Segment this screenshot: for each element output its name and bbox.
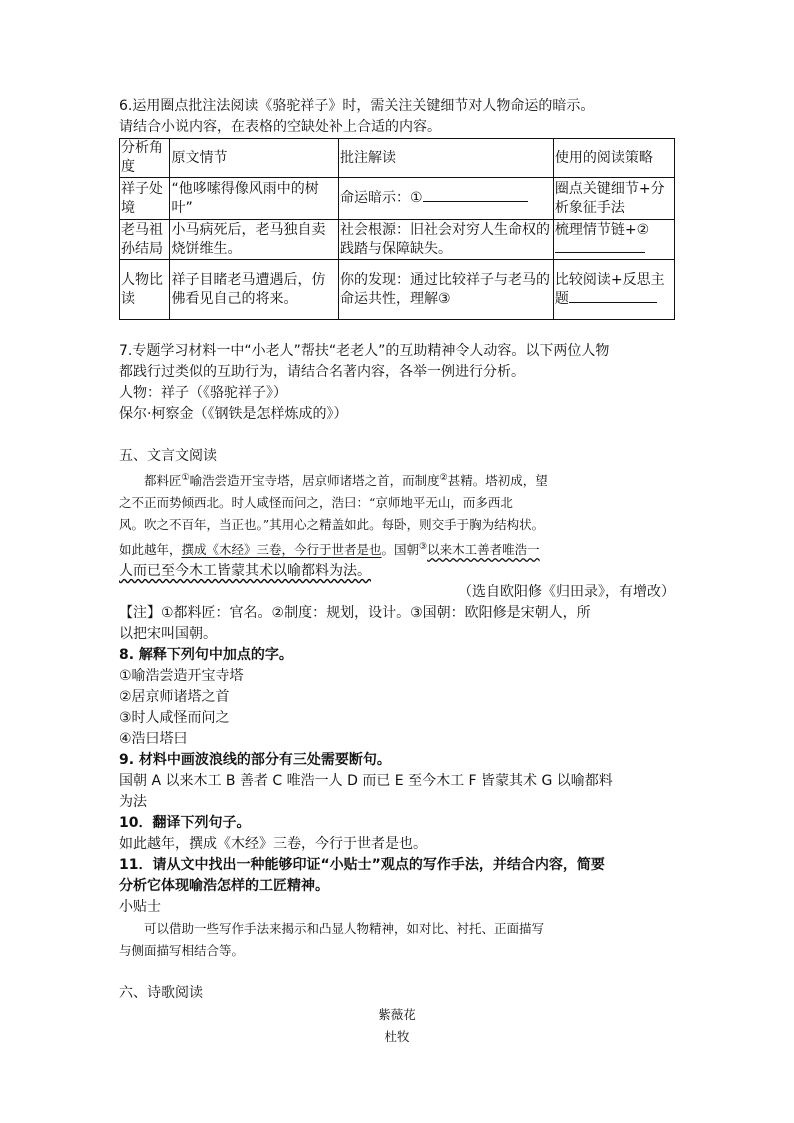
table-row	[120, 260, 675, 320]
poem-title: 紫薇花	[378, 1007, 416, 1023]
table-header: 使用的阅读策略	[553, 139, 674, 178]
q8-item: ④浩曰塔曰	[119, 731, 188, 748]
tip-line2: 与侧面描写相结合等。	[119, 943, 245, 959]
footnote-marker: ②	[439, 473, 448, 483]
section6-heading: 六、诗歌阅读	[119, 985, 203, 1002]
table-header: 原文情节	[170, 139, 339, 178]
wavy-underlined-text: 以来木工善者唯浩一	[427, 542, 540, 558]
table-cell	[553, 260, 674, 320]
table-cell-text: 梳理情节链+②	[554, 221, 650, 238]
q6-line2: 请结合小说内容，在表格的空缺处补上合适的内容。	[119, 119, 441, 135]
q6-table	[119, 138, 675, 320]
q10-title: 10．翻译下列句子。	[119, 815, 251, 832]
table-cell-text: 命运暗示：①	[339, 190, 423, 206]
answer-blank-2[interactable]	[555, 252, 645, 253]
section5-heading: 五、文言文阅读	[119, 448, 217, 464]
q7-line2: 都践行过类似的互助行为，请结合名著内容，各举一例进行分析。	[119, 364, 525, 380]
q9-title: 9. 材料中画波浪线的部分有三处需要断句。	[119, 752, 391, 769]
spacer	[119, 425, 675, 446]
q6-line1: 6.运用圈点批注法阅读《骆驼祥子》时，需关注关键细节对人物命运的暗示。	[119, 98, 595, 114]
table-cell	[553, 220, 674, 260]
classical-text-line5	[119, 561, 675, 582]
table-cell-text: 比较阅读+反思主题	[554, 271, 665, 307]
classical-text-line3: 风。吹之不百年，当正也。”其用心之精盖如此。每卧，则交手于胸为结构状。	[119, 517, 545, 533]
table-cell: 老马祖孙结局	[120, 220, 170, 260]
table-row	[120, 178, 675, 220]
q10-sentence: 如此越年，撰成《木经》三卷，今行于世者是也。	[119, 836, 427, 853]
spacer	[119, 962, 675, 983]
classical-text-line2: 之不正而势倾西北。时人咸怪而问之，浩曰：“京师地平无山，而多西北	[119, 495, 513, 511]
q11-line2: 分析它体现喻浩怎样的工匠精神。	[119, 878, 329, 895]
table-cell: 圈点关键细节+分析象征手法	[553, 178, 674, 220]
wavy-underlined-text: 人而已至今木工皆蒙其术以喻都料为法。	[119, 563, 371, 580]
q9-line2: 为法	[119, 794, 147, 811]
q8-title: 8. 解释下列句中加点的字。	[119, 647, 293, 664]
table-cell: 人物比读	[120, 260, 170, 320]
table-cell: 祥子处境	[120, 178, 170, 220]
q7-line1: 7.专题学习材料一中“小老人”帮扶“老老人”的互助精神令人动容。以下两位人物	[119, 343, 610, 359]
table-cell: 你的发现：通过比较祥子与老马的命运共性，理解③	[338, 260, 553, 320]
q8-item: ②居京师诸塔之首	[119, 689, 230, 706]
poem-author: 杜牧	[384, 1029, 410, 1045]
tip-line1: 可以借助一些写作手法来揭示和凸显人物精神，如对比、衬托、正面描写	[144, 921, 545, 937]
notes-line1: 【注】①都料匠：官名。②制度：规划，设计。③国朝：欧阳修是宋朝人，所	[119, 605, 591, 622]
footnote-marker: ③	[419, 542, 428, 553]
text-span: 喻浩尝造开宝寺塔，居京师诸塔之首，而制度	[189, 473, 440, 489]
table-cell: 社会根源：旧社会对穷人生命权的践踏与保障缺失。	[338, 220, 553, 260]
document-page	[119, 96, 675, 1048]
table-cell: 小马病死后，老马独自卖烧饼维生。	[170, 220, 339, 260]
text-span: 如此越年，	[119, 542, 182, 558]
q8-item: ①喻浩尝造开宝寺塔	[119, 668, 244, 685]
table-cell	[338, 178, 553, 220]
q8-item: ③时人咸怪而问之	[119, 710, 230, 727]
q9-line1: 国朝 A 以来木工 B 善者 C 唯浩一人 D 而已 E 至今木工 F 皆蒙其术 G 以喻都料	[119, 773, 613, 790]
classical-text-line4	[119, 536, 675, 561]
text-span: 。国朝	[381, 542, 420, 558]
text-span: 甚精。塔初成，望	[447, 473, 548, 489]
table-header: 分析角度	[120, 139, 170, 178]
table-row	[120, 220, 675, 260]
q7-person1: 人物：祥子（《骆驼祥子》）	[119, 385, 287, 401]
table-cell: 祥子目睹老马遭遇后，仿佛看见自己的将来。	[170, 260, 339, 320]
spacer	[119, 320, 675, 341]
q7-person2: 保尔·柯察金（《钢铁是怎样炼成的》）	[119, 406, 348, 422]
table-header-row	[120, 139, 675, 178]
tip-title: 小贴士	[119, 899, 161, 916]
footnote-marker: ①	[181, 473, 190, 483]
text-span: 都料匠	[144, 473, 182, 489]
source-citation: （选自欧阳修《归田录》，有增改）	[458, 584, 675, 601]
notes-line2: 以把宋叫国朝。	[119, 626, 217, 643]
table-cell: “他哆嗦得像风雨中的树叶”	[170, 178, 339, 220]
underlined-sentence: 撰成《木经》三卷，今行于世者是也	[181, 542, 382, 558]
classical-text-line1	[119, 467, 675, 492]
answer-blank-3[interactable]	[569, 302, 657, 303]
answer-blank-1[interactable]	[423, 201, 528, 202]
table-header: 批注解读	[338, 139, 553, 178]
q11-line1: 11．请从文中找出一种能够印证“小贴士”观点的写作手法，并结合内容，简要	[119, 857, 605, 874]
